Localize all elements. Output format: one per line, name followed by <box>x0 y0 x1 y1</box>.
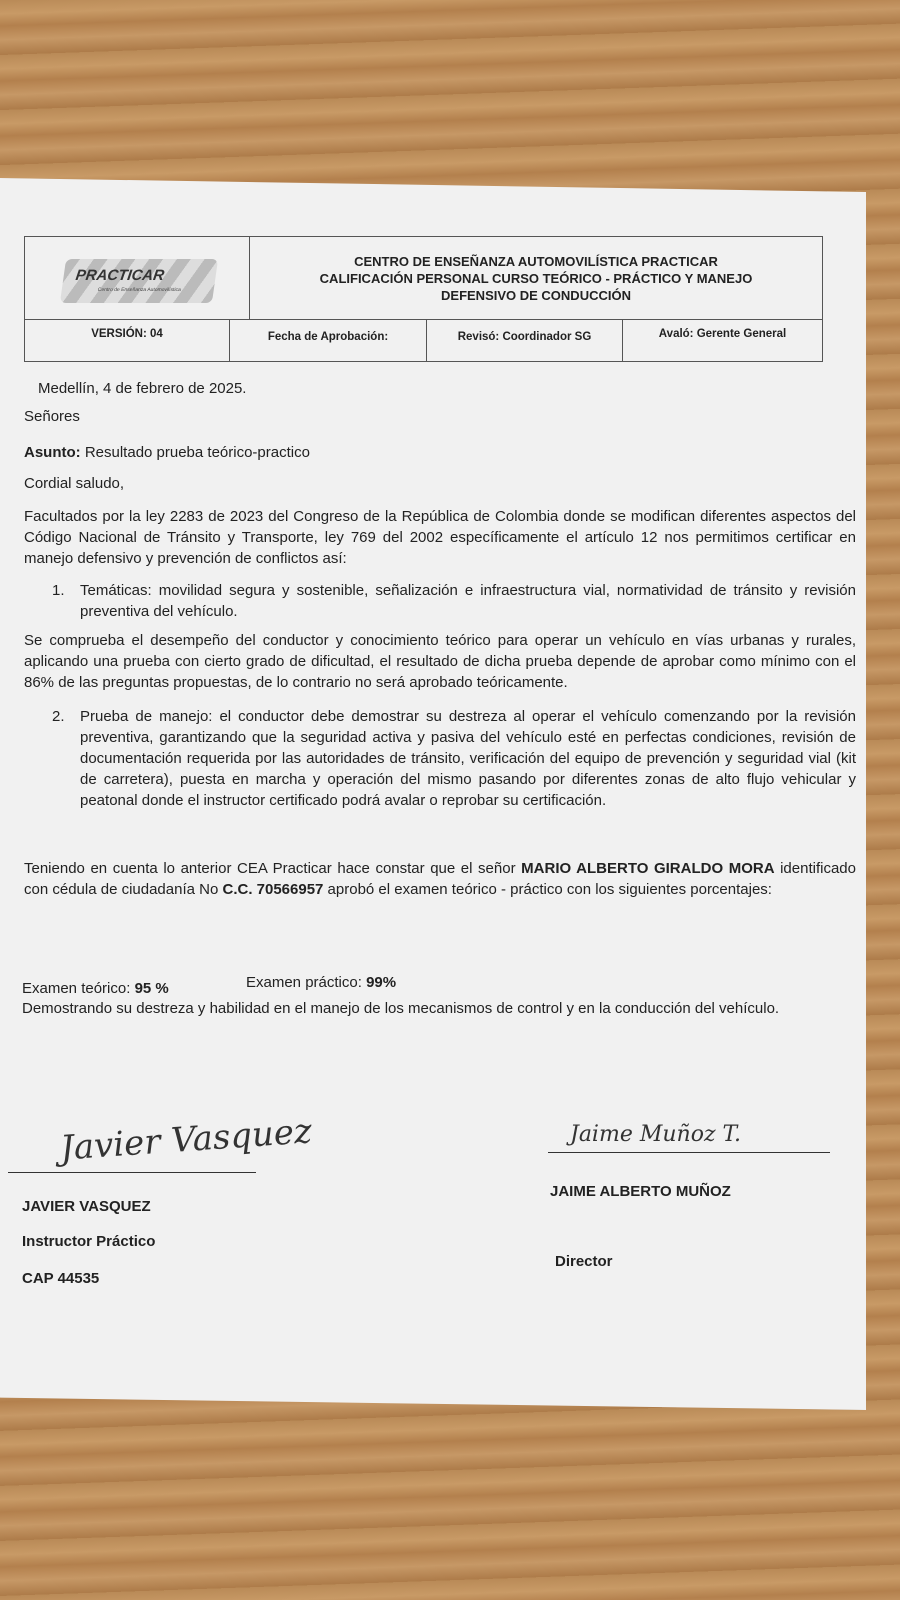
greeting: Cordial saludo, <box>24 475 125 492</box>
certification-paragraph: Teniendo en cuenta lo anterior CEA Practicar hace constar que el señor MARIO ALBERTO GIRALDO MORA identificado con cédula de ciudadanía No C.C. 70566957 aprobó el examen teórico - práctico con los siguientes porcentajes: <box>24 860 856 898</box>
practice-score: Examen práctico: 99% <box>246 974 397 991</box>
item2-text: Prueba de manejo: el conductor debe demostrar su destreza al operar el vehículo comenzando por la revisión preventiva, garantizando que la seguridad activa y pasiva del vehículo esté en perfectas condiciones, revisión de documentación requerida por las autoridades de tránsito, verificación del equipo de prevención y seguridad vial (kit de carretera), puesta en marcha y operación del mismo pasando por diferentes zonas de alto flujo vehicular y peatonal donde el instructor certificado podrá avalar o reprobar su certificación. <box>80 708 856 809</box>
place-date: Medellín, 4 de febrero de 2025. <box>38 380 247 397</box>
left-signer-name: JAVIER VASQUEZ <box>22 1198 151 1215</box>
practicar-logo: PRACTICAR Centro de Enseñanza Automovilística <box>60 259 218 303</box>
title-line: CENTRO DE ENSEÑANZA AUTOMOVILÍSTICA PRACTICAR <box>354 253 718 269</box>
header-title <box>250 237 822 319</box>
document-header <box>24 236 823 362</box>
title-line: DEFENSIVO DE CONDUCCIÓN <box>441 287 631 303</box>
theory-score: Examen teórico: 95 % <box>22 980 169 997</box>
right-signer-role: Director <box>555 1253 613 1270</box>
right-signer-name: JAIME ALBERTO MUÑOZ <box>550 1183 731 1200</box>
item1-text: Temáticas: movilidad segura y sostenible, señalización e infraestructura vial, normatividad de tránsito y revisión preventiva del vehículo. <box>80 582 856 620</box>
left-signer-role: Instructor Práctico <box>22 1233 156 1250</box>
left-handwritten-signature: Javier Vasquez <box>58 1111 314 1169</box>
item1-number: 1. <box>52 582 65 599</box>
title-line: CALIFICACIÓN PERSONAL CURSO TEÓRICO - PRÁCTICO Y MANEJO <box>319 270 753 286</box>
endorsed-by: Avaló: Gerente General <box>658 328 787 340</box>
subject: Asunto: Resultado prueba teórico-practico <box>24 444 310 461</box>
left-signer-cap: CAP 44535 <box>22 1270 100 1287</box>
left-signature-line <box>8 1172 256 1173</box>
reviewed-by: Revisó: Coordinador SG <box>427 320 623 361</box>
version: VERSIÓN: 04 <box>25 320 230 361</box>
logo-cell <box>25 237 250 319</box>
right-signature-line <box>548 1152 830 1153</box>
header-meta-row <box>25 319 822 361</box>
item2-number: 2. <box>52 708 65 725</box>
closing-paragraph: Demostrando su destreza y habilidad en el manejo de los mecanismos de control y en la conducción del vehículo. <box>22 1000 780 1017</box>
approval-date: Fecha de Aprobación: <box>230 320 427 361</box>
paragraph-2: Se comprueba el desempeño del conductor y conocimiento teórico para operar un vehículo en vías urbanas y rurales, aplicando una prueba con cierto grado de dificultad, el resultado de dicha prueba depende de aprobar como mínimo con el 86% de las preguntas propuestas, de lo contrario no será aprobado teóricamente. <box>24 632 856 691</box>
right-handwritten-signature: Jaime Muñoz T. <box>570 1122 741 1147</box>
intro-paragraph: Facultados por la ley 2283 de 2023 del Congreso de la República de Colombia donde se modifican diferentes aspectos del Código Nacional de Tránsito y Transporte, ley 769 del 2002 específicamente el artículo 12 nos permitimos certificar en manejo defensivo y prevención de conflictos así: <box>24 508 856 567</box>
salutation: Señores <box>24 408 80 425</box>
